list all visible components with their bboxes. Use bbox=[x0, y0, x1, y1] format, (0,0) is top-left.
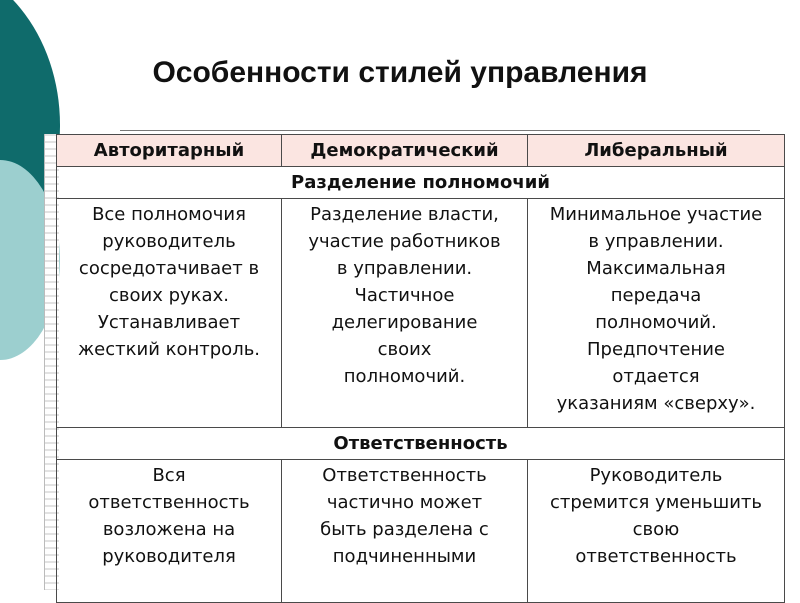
cell-line: Руководитель bbox=[589, 465, 723, 486]
styles-table bbox=[56, 134, 785, 603]
cell-line: жесткий контроль. bbox=[77, 339, 261, 360]
cell-line: стремится уменьшить bbox=[549, 492, 763, 513]
cell-line: руководителя bbox=[102, 546, 236, 567]
cell-line: ответственность bbox=[575, 546, 737, 567]
cell-line: Ответственность bbox=[322, 465, 487, 486]
cell-line: Частичное bbox=[354, 285, 455, 306]
cell-line: сосредотачивает в bbox=[78, 258, 260, 279]
cell-line: подчиненными bbox=[332, 546, 477, 567]
section-heading-powers: Разделение полномочий bbox=[57, 167, 785, 199]
cell-line: в управлении. bbox=[588, 231, 724, 252]
cell-powers-authoritarian bbox=[57, 199, 282, 428]
cell-line: полномочий. bbox=[343, 366, 466, 387]
cell-line: Минимальное участие bbox=[549, 204, 763, 225]
cell-line: Разделение власти, bbox=[310, 204, 499, 225]
cell-line: ответственность bbox=[88, 492, 250, 513]
column-header-democratic: Демократический bbox=[282, 135, 528, 167]
cell-responsibility-authoritarian bbox=[57, 460, 282, 603]
cell-line: Предпочтение bbox=[587, 339, 725, 360]
cell-responsibility-democratic bbox=[282, 460, 528, 603]
cell-line: свою bbox=[632, 519, 680, 540]
table-header-row bbox=[57, 135, 785, 167]
cell-line: своих bbox=[377, 339, 432, 360]
cell-responsibility-liberal bbox=[528, 460, 785, 603]
cell-line: Вся bbox=[152, 465, 186, 486]
title-underline bbox=[120, 130, 760, 131]
cell-line: передача bbox=[610, 285, 702, 306]
column-header-liberal: Либеральный bbox=[528, 135, 785, 167]
cell-line: участие работников bbox=[308, 231, 501, 252]
cell-line: своих руках. bbox=[109, 285, 229, 306]
cell-line: частично может bbox=[326, 492, 483, 513]
cell-line: указаниям «сверху». bbox=[556, 393, 756, 414]
section-row bbox=[57, 428, 785, 460]
section-row bbox=[57, 167, 785, 199]
cell-line: Устанавливает bbox=[97, 312, 241, 333]
cell-line: полномочий. bbox=[595, 312, 717, 333]
cell-powers-liberal bbox=[528, 199, 785, 428]
page-title: Особенности стилей управления bbox=[152, 56, 648, 89]
cell-line: Максимальная bbox=[586, 258, 726, 279]
cell-powers-democratic bbox=[282, 199, 528, 428]
column-header-authoritarian: Авторитарный bbox=[57, 135, 282, 167]
cell-line: Все полномочия bbox=[92, 204, 246, 225]
table-row bbox=[57, 199, 785, 428]
cell-line: быть разделена с bbox=[320, 519, 489, 540]
cell-line: в управлении. bbox=[336, 258, 473, 279]
cell-line: возложена на bbox=[102, 519, 236, 540]
cell-line: руководитель bbox=[102, 231, 236, 252]
cell-line: отдается bbox=[612, 366, 700, 387]
cell-line: делегирование bbox=[331, 312, 478, 333]
section-heading-responsibility: Ответственность bbox=[57, 428, 785, 460]
table-row bbox=[57, 460, 785, 603]
